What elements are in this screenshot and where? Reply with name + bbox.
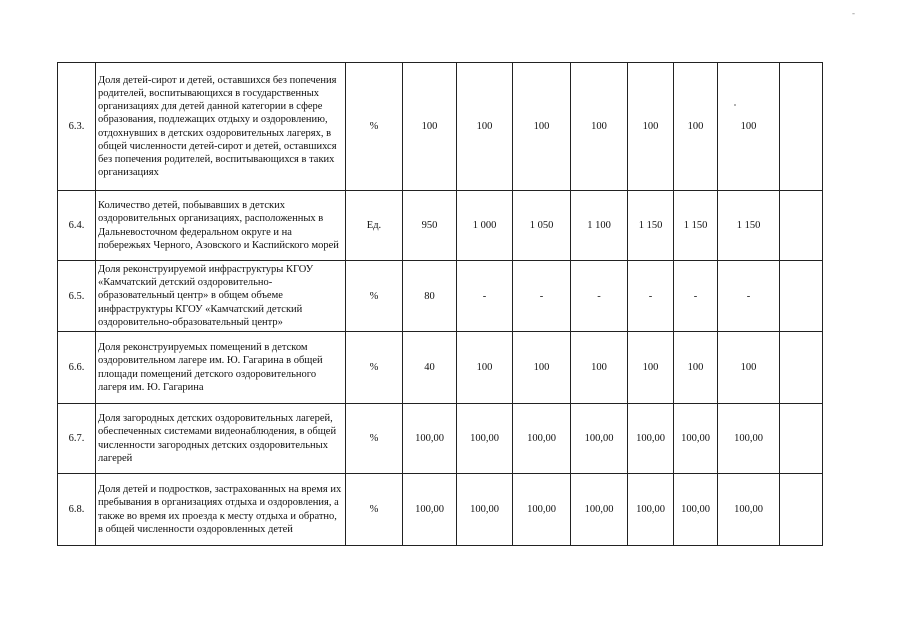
row-value: 1 100 (571, 191, 628, 261)
row-value: 100 (718, 63, 780, 191)
row-value: 100 (674, 63, 718, 191)
row-value: 100,00 (513, 404, 571, 474)
row-unit: % (346, 404, 403, 474)
row-value: 1 150 (628, 191, 674, 261)
table-row (58, 191, 823, 261)
row-unit: % (346, 261, 403, 332)
row-value: 100 (674, 332, 718, 404)
row-value: 1 150 (674, 191, 718, 261)
row-value: 100 (457, 63, 513, 191)
row-unit: % (346, 332, 403, 404)
row-value: 1 000 (457, 191, 513, 261)
row-number: 6.6. (58, 332, 96, 404)
row-description: Доля реконструируемых помещений в детском оздоровительном лагере им. Ю. Гагарина в общей площади помещений детского оздоровительного лагеря им. Ю. Гагарина (96, 332, 346, 404)
table-row (58, 261, 823, 332)
row-value: 100,00 (628, 474, 674, 546)
row-value: 100 (628, 332, 674, 404)
row-extra-cell (780, 474, 823, 546)
row-value: 100,00 (674, 474, 718, 546)
row-value: 100 (457, 332, 513, 404)
row-value: 100 (628, 63, 674, 191)
row-value: 100,00 (718, 404, 780, 474)
row-extra-cell (780, 332, 823, 404)
row-value: 100,00 (718, 474, 780, 546)
row-value: 100,00 (571, 474, 628, 546)
row-number: 6.5. (58, 261, 96, 332)
row-value: 80 (403, 261, 457, 332)
corner-mark: - (852, 8, 855, 18)
row-value: 100,00 (674, 404, 718, 474)
row-value: 1 150 (718, 191, 780, 261)
row-value: 100,00 (513, 474, 571, 546)
row-value: 100,00 (403, 474, 457, 546)
row-extra-cell (780, 261, 823, 332)
row-extra-cell (780, 191, 823, 261)
row-number: 6.3. (58, 63, 96, 191)
indicators-table (57, 62, 823, 546)
row-unit: % (346, 474, 403, 546)
row-value: 100,00 (628, 404, 674, 474)
row-value: - (571, 261, 628, 332)
row-value: 40 (403, 332, 457, 404)
row-value: 100 (571, 332, 628, 404)
row-description: Доля детей-сирот и детей, оставшихся без попечения родителей, воспитывающихся в государственных организациях для детей данной категории в сфере образования, подлежащих отдыху и оздоровлению, отдохнувших в детских оздоровительных лагерях, в общей численности детей-сирот и детей, оставшихся без попечения родителей, воспитывающихся в таких организациях (96, 63, 346, 191)
table-row (58, 332, 823, 404)
row-unit: % (346, 63, 403, 191)
row-description: Количество детей, побывавших в детских оздоровительных организациях, расположенных в Дальневосточном федеральном округе и на побережьях Черного, Азовского и Каспийского морей (96, 191, 346, 261)
row-value: - (513, 261, 571, 332)
row-value: 100,00 (571, 404, 628, 474)
row-value: 1 050 (513, 191, 571, 261)
row-value: 100,00 (457, 474, 513, 546)
row-number: 6.7. (58, 404, 96, 474)
row-description: Доля детей и подростков, застрахованных на время их пребывания в организациях отдыха и оздоровления, а также во время их проезда к месту отдыха и обратно, в общей численности оздоровленных детей (96, 474, 346, 546)
row-value: - (457, 261, 513, 332)
row-value: 100 (571, 63, 628, 191)
row-unit: Ед. (346, 191, 403, 261)
row-extra-cell (780, 63, 823, 191)
row-extra-cell (780, 404, 823, 474)
row-description: Доля загородных детских оздоровительных лагерей, обеспеченных системами видеонаблюдения, в общей численности загородных детских оздоровительных лагерей (96, 404, 346, 474)
row-value: - (628, 261, 674, 332)
row-value: 100,00 (457, 404, 513, 474)
scan-speck (734, 104, 736, 106)
row-value: 100 (403, 63, 457, 191)
row-value: 100,00 (403, 404, 457, 474)
row-value: 100 (718, 332, 780, 404)
table-row (58, 474, 823, 546)
table-row (58, 404, 823, 474)
row-number: 6.8. (58, 474, 96, 546)
row-value: 950 (403, 191, 457, 261)
row-number: 6.4. (58, 191, 96, 261)
table-row (58, 63, 823, 191)
row-value: 100 (513, 63, 571, 191)
row-value: 100 (513, 332, 571, 404)
row-description: Доля реконструируемой инфраструктуры КГОУ «Камчатский детский оздоровительно-образовательный центр» в общем объеме инфраструктуры КГОУ «Камчатский детский оздоровительно-образовательный центр» (96, 261, 346, 332)
row-value: - (674, 261, 718, 332)
row-value: - (718, 261, 780, 332)
